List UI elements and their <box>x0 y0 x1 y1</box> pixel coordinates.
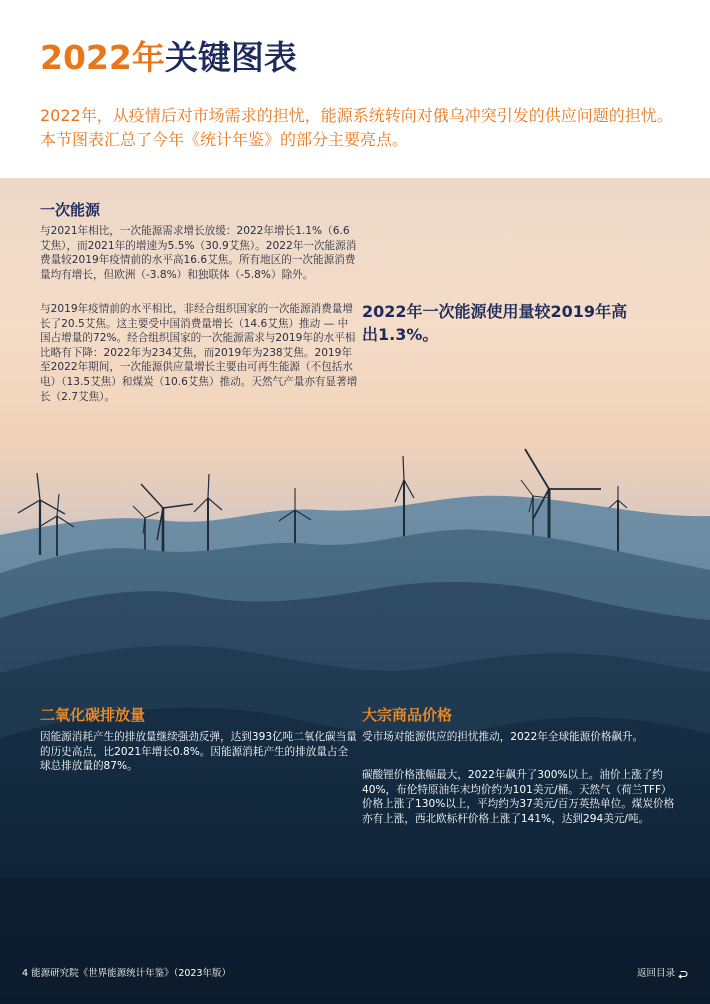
return-arrow-icon <box>678 970 688 979</box>
footer-page-info: 4 能源研究院《世界能源统计年鉴》（2023年版） <box>22 968 231 979</box>
return-to-contents-label: 返回目录 <box>636 968 675 979</box>
co2-emissions-paragraph: 因能源消耗产生的排放量继续强劲反弹，达到393亿吨二氧化碳当量的历史高点，比2021年增长0.8%。因能源消耗产生的排放量占全球总排放量的87%。 <box>40 731 357 773</box>
commodity-prices-paragraph-1: 受市场对能源供应的担忧推动，2022年全球能源价格飙升。 <box>362 731 644 743</box>
page-title <box>40 38 297 78</box>
primary-energy-callout: 2022年一次能源使用量较2019年高出1.3%。 <box>362 302 628 344</box>
primary-energy-paragraph-2: 与2019年疫情前的水平相比，非经合组织国家的一次能源消费量增长了20.5艾焦。这主要受中国消费量增长（14.6艾焦）推动 — 中国占增量的72%。经合组织国家的一次能源需求与2019年的水平相比略有下降：2022年为234艾焦，而2019年为238艾焦。2019年至2022年期间，一次能源供应量增长主要由可再生能源（不包括水电）（13.5艾焦）和煤炭（10.6艾焦）推动。天然气产量亦有显著增长（2.7艾焦）。 <box>40 303 358 403</box>
primary-energy-title: 一次能源 <box>40 201 101 219</box>
commodity-prices-title: 大宗商品价格 <box>362 706 453 724</box>
commodity-prices-paragraph-2: 碳酸锂价格涨幅最大，2022年飙升了300%以上。油价上涨了约40%，布伦特原油年末均价约为101美元/桶。天然气（荷兰TFF）价格上涨了130%以上，平均约为37美元/百万英热单位。煤炭价格亦有上涨，西北欧标杆价格上涨了141%，达到294美元/吨。 <box>362 769 675 825</box>
intro-text: 2022年，从疫情后对市场需求的担忧，能源系统转向对俄乌冲突引发的供应问题的担忧。本节图表汇总了今年《统计年鉴》的部分主要亮点。 <box>40 106 673 149</box>
primary-energy-paragraph-1: 与2021年相比，一次能源需求增长放缓：2022年增长1.1%（6.6艾焦），而2021年的增速为5.5%（30.9艾焦）。2022年一次能源消费量较2019年疫情前的水平高16.6艾焦。所有地区的一次能源消费量均有增长，但欧洲（-3.8%）和独联体（-5.8%）除外。 <box>40 225 357 281</box>
page-title-year: 2022年 <box>40 38 165 77</box>
footer <box>0 962 710 986</box>
header-area <box>0 0 710 178</box>
page-title-rest: 关键图表 <box>164 38 297 77</box>
co2-emissions-title: 二氧化碳排放量 <box>40 706 146 724</box>
return-to-contents-link[interactable] <box>637 968 688 980</box>
